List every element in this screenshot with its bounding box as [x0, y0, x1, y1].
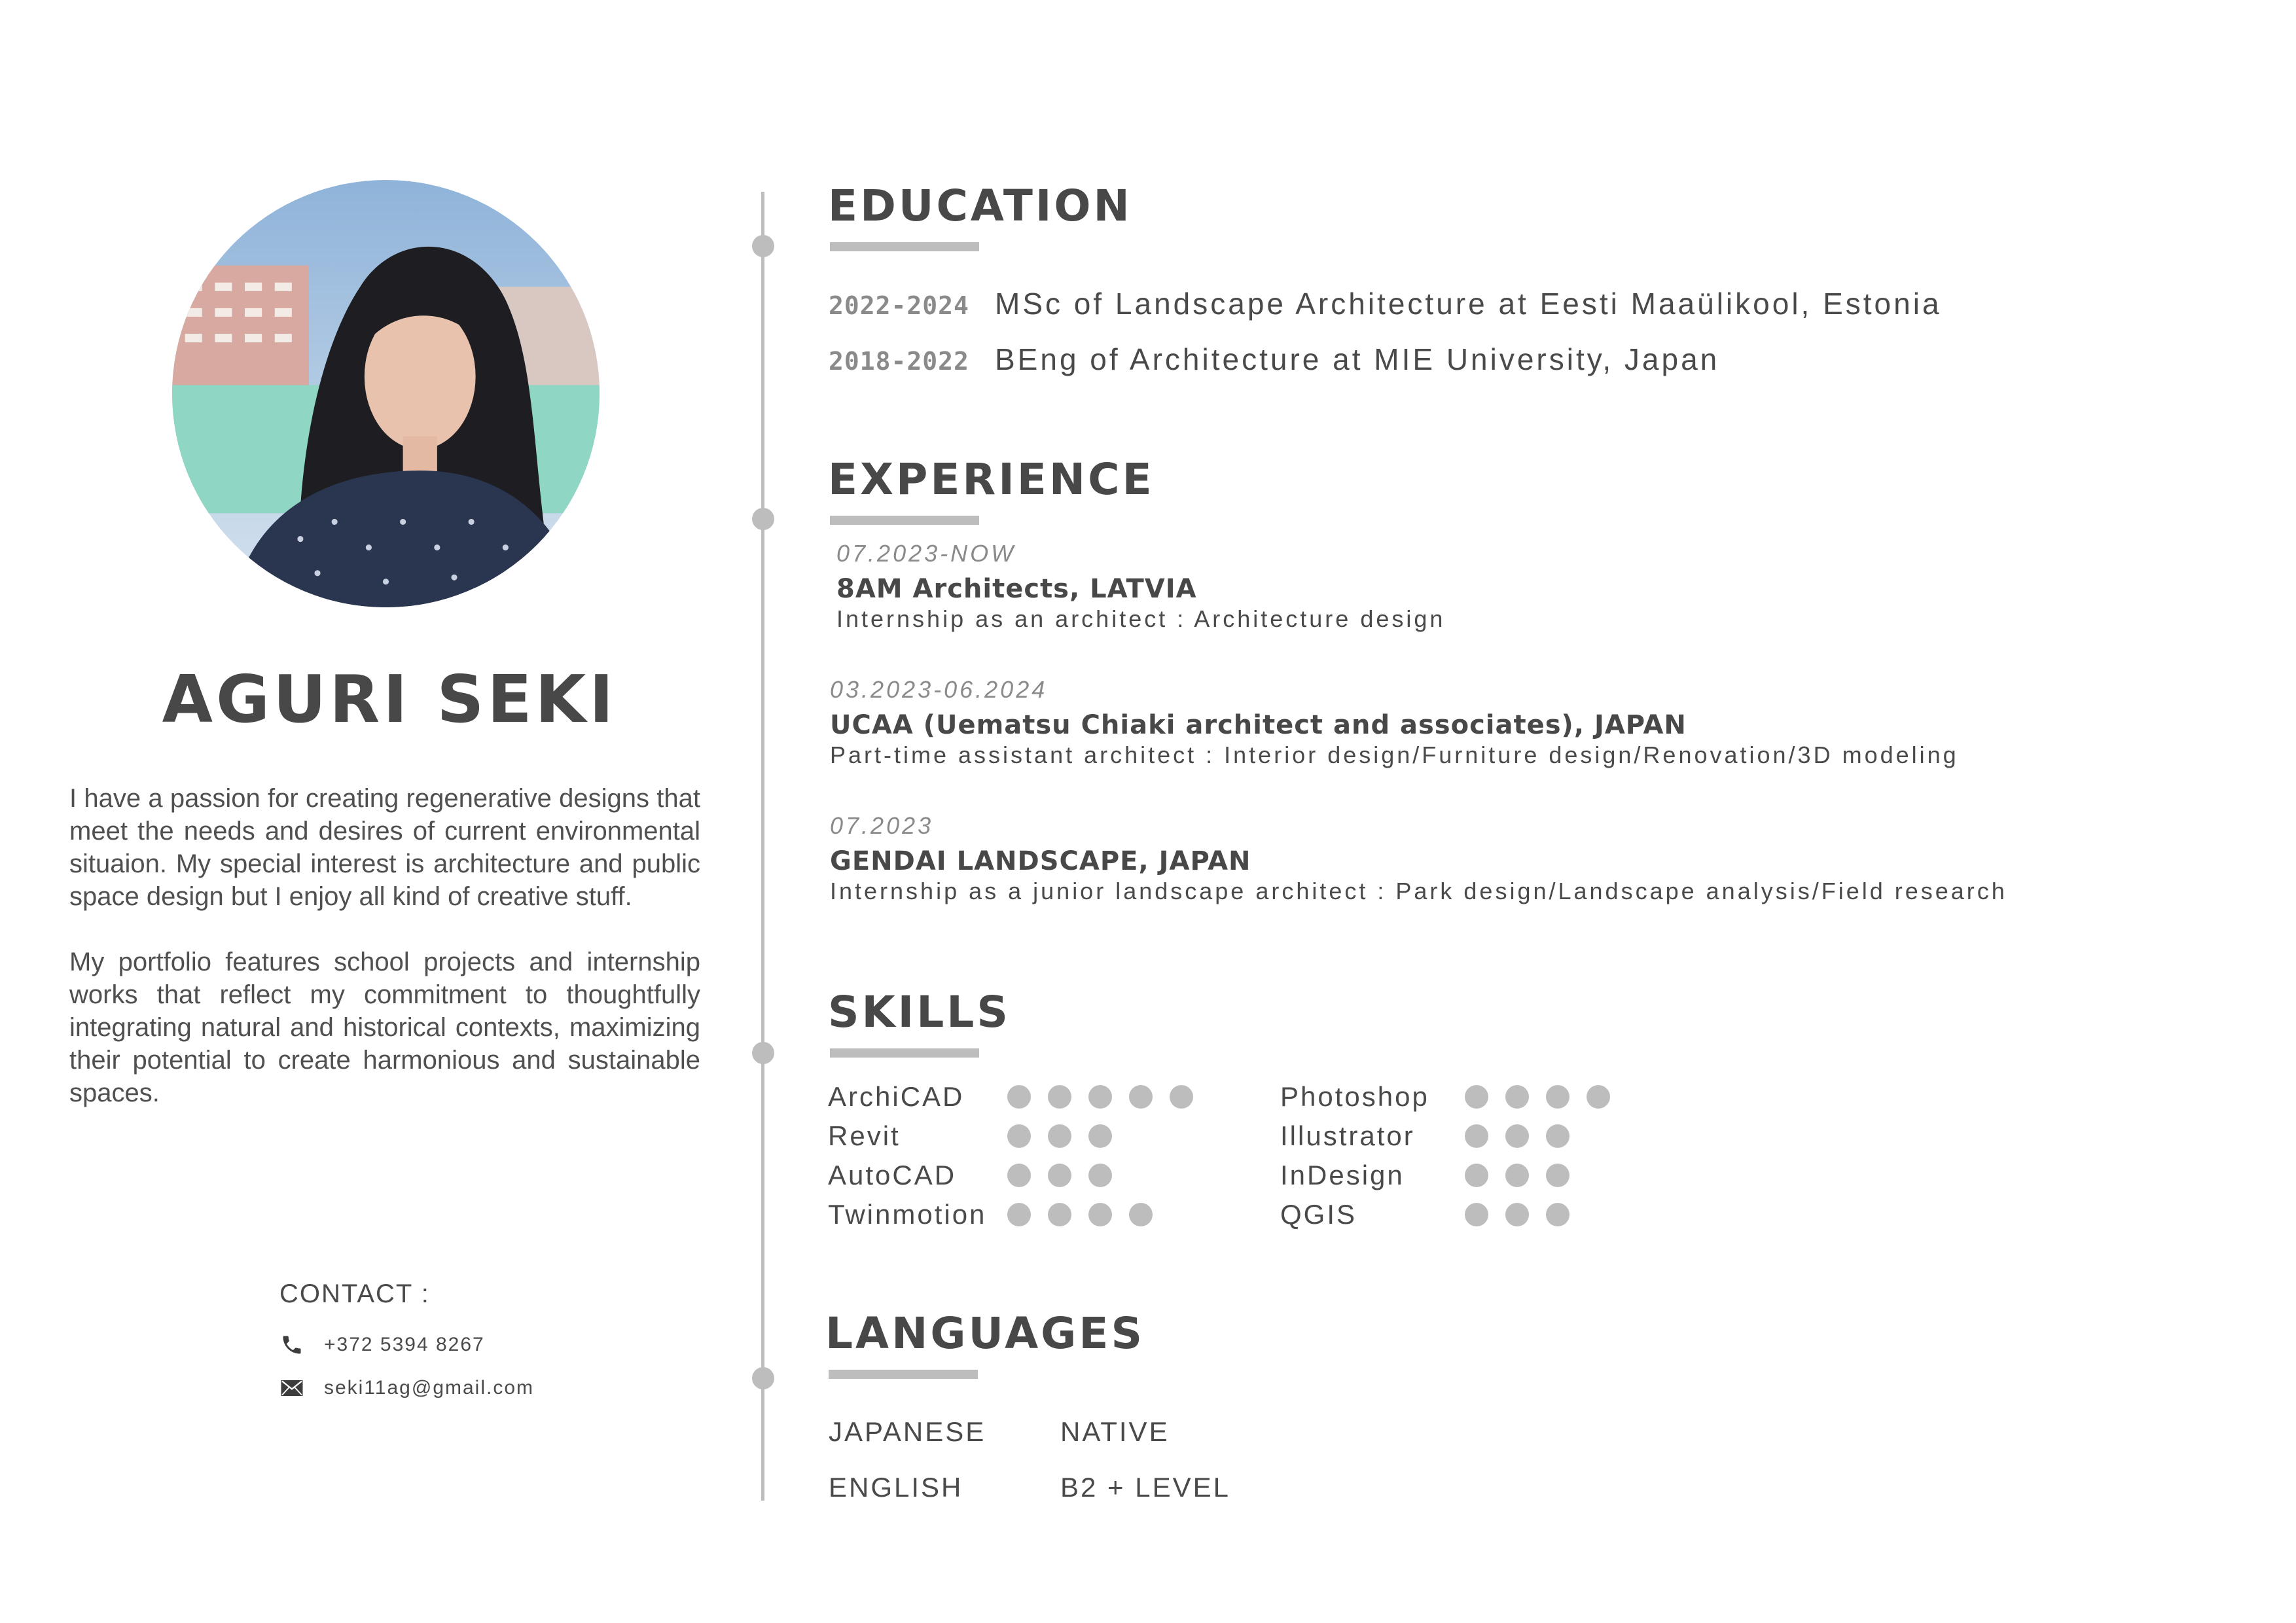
skill-rating-dot — [1007, 1164, 1031, 1187]
skill-rating-dot — [1048, 1124, 1071, 1148]
skill-rating-dot — [1465, 1164, 1488, 1187]
language-level: NATIVE — [1060, 1416, 1170, 1447]
education-years: 2022-2024 — [829, 291, 969, 320]
skill-rating — [1465, 1203, 1570, 1226]
skill-name: InDesign — [1280, 1160, 1405, 1190]
skills-title: SKILLS — [828, 987, 1011, 1037]
about-paragraph-1: I have a passion for creating regenerative designs that meet the needs and desires of current environmental situaion. My special interest is architecture and public space design but I enjoy all kind of creative stuff. — [69, 784, 700, 911]
experience-title-bar — [830, 516, 979, 525]
skill-row — [1280, 1156, 1610, 1195]
contact-phone[interactable]: +372 5394 8267 — [324, 1334, 485, 1355]
skill-rating-dot — [1546, 1085, 1570, 1109]
language-name: ENGLISH — [829, 1472, 963, 1503]
experience-item — [836, 540, 1445, 633]
about-paragraph-2: My portfolio features school projects and internship works that reflect my commitment to thoughtfully integrating natural and historical contexts, maximizing their potential to create harmonious and sustainable spaces. — [69, 948, 700, 1107]
skill-name: ArchiCAD — [828, 1081, 965, 1112]
skill-rating-dot — [1465, 1085, 1488, 1109]
contact-email[interactable]: seki11ag@gmail.com — [324, 1377, 535, 1399]
skill-rating-dot — [1088, 1203, 1112, 1226]
skill-name: Revit — [828, 1120, 901, 1151]
skill-rating-dot — [1546, 1164, 1570, 1187]
skill-rating — [1465, 1085, 1610, 1109]
skill-rating-dot — [1088, 1085, 1112, 1109]
education-item — [829, 286, 1942, 321]
skill-rating-dot — [1129, 1203, 1153, 1226]
contact-phone-row[interactable] — [279, 1332, 485, 1357]
education-degree: MSc of Landscape Architecture at Eesti Maaülikool, Estonia — [995, 287, 1942, 321]
skill-rating-dot — [1048, 1085, 1071, 1109]
education-title-bar — [830, 242, 979, 251]
timeline-dot-experience — [752, 508, 774, 530]
skill-rating-dot — [1505, 1085, 1529, 1109]
skill-rating-dot — [1505, 1124, 1529, 1148]
skill-rating-dot — [1587, 1085, 1610, 1109]
skill-rating-dot — [1088, 1164, 1112, 1187]
skill-name: Twinmotion — [828, 1199, 987, 1230]
experience-title: EXPERIENCE — [828, 454, 1155, 505]
timeline-dot-languages — [752, 1367, 774, 1389]
skill-rating-dot — [1007, 1124, 1031, 1148]
skill-rating-dot — [1088, 1124, 1112, 1148]
skill-rating-dot — [1546, 1124, 1570, 1148]
skill-rating-dot — [1048, 1164, 1071, 1187]
skills-column-left — [828, 1077, 1193, 1234]
skill-rating — [1007, 1124, 1112, 1148]
profile-photo-image — [172, 180, 600, 607]
experience-company: GENDAI LANDSCAPE, JAPAN — [830, 846, 1251, 876]
experience-description: Part-time assistant architect : Interior design/Furniture design/Renovation/3D modeling — [830, 741, 1959, 768]
experience-description: Internship as a junior landscape architect : Park design/Landscape analysis/Field research — [830, 878, 2007, 904]
skill-rating-dot — [1546, 1203, 1570, 1226]
language-level: B2 + LEVEL — [1060, 1472, 1230, 1503]
experience-company: 8AM Architects, LATVIA — [836, 574, 1197, 604]
timeline-line — [761, 192, 764, 1501]
education-years: 2018-2022 — [829, 347, 969, 376]
skill-rating — [1465, 1164, 1570, 1187]
skill-rating — [1007, 1085, 1193, 1109]
contact-title: CONTACT : — [279, 1279, 430, 1308]
education-title: EDUCATION — [828, 181, 1132, 231]
timeline-dot-education — [752, 235, 774, 257]
skill-name: AutoCAD — [828, 1160, 957, 1190]
contact-email-row[interactable] — [279, 1376, 534, 1400]
experience-date: 07.2023-NOW — [836, 540, 1016, 567]
experience-item — [830, 676, 1959, 769]
skill-rating — [1007, 1203, 1153, 1226]
skill-rating-dot — [1505, 1164, 1529, 1187]
skill-row — [828, 1156, 1193, 1195]
skill-name: Illustrator — [1280, 1120, 1415, 1151]
language-item — [829, 1416, 1170, 1448]
experience-date: 07.2023 — [830, 812, 934, 839]
skills-title-bar — [830, 1048, 979, 1058]
skill-rating-dot — [1048, 1203, 1071, 1226]
skill-rating-dot — [1007, 1203, 1031, 1226]
phone-icon — [279, 1332, 304, 1357]
skill-rating-dot — [1170, 1085, 1193, 1109]
experience-item — [830, 812, 2007, 905]
skills-column-right — [1280, 1077, 1610, 1234]
skill-row — [828, 1116, 1193, 1156]
profile-photo — [172, 180, 600, 607]
skill-rating-dot — [1465, 1124, 1488, 1148]
skill-rating-dot — [1007, 1085, 1031, 1109]
skill-rating-dot — [1129, 1085, 1153, 1109]
experience-company: UCAA (Uematsu Chiaki architect and associates), JAPAN — [830, 710, 1687, 740]
skill-rating-dot — [1465, 1203, 1488, 1226]
education-degree: BEng of Architecture at MIE University, Japan — [995, 342, 1720, 376]
experience-date: 03.2023-06.2024 — [830, 676, 1048, 703]
skill-row — [1280, 1195, 1610, 1234]
language-name: JAPANESE — [829, 1416, 986, 1447]
envelope-icon — [279, 1376, 304, 1400]
skill-rating — [1465, 1124, 1570, 1148]
skill-row — [1280, 1077, 1610, 1116]
skill-row — [828, 1195, 1193, 1234]
skill-rating — [1007, 1164, 1112, 1187]
skill-name: QGIS — [1280, 1199, 1357, 1230]
skill-row — [1280, 1116, 1610, 1156]
skill-name: Photoshop — [1280, 1081, 1429, 1112]
languages-title: LANGUAGES — [825, 1308, 1145, 1359]
education-item — [829, 342, 1719, 377]
skill-row — [828, 1077, 1193, 1116]
timeline-dot-skills — [752, 1042, 774, 1064]
experience-description: Internship as an architect : Architecture design — [836, 605, 1446, 632]
languages-title-bar — [829, 1370, 978, 1379]
about-section — [69, 782, 700, 1142]
skill-rating-dot — [1505, 1203, 1529, 1226]
language-item — [829, 1472, 1230, 1503]
person-name: AGURI SEKI — [162, 661, 617, 738]
